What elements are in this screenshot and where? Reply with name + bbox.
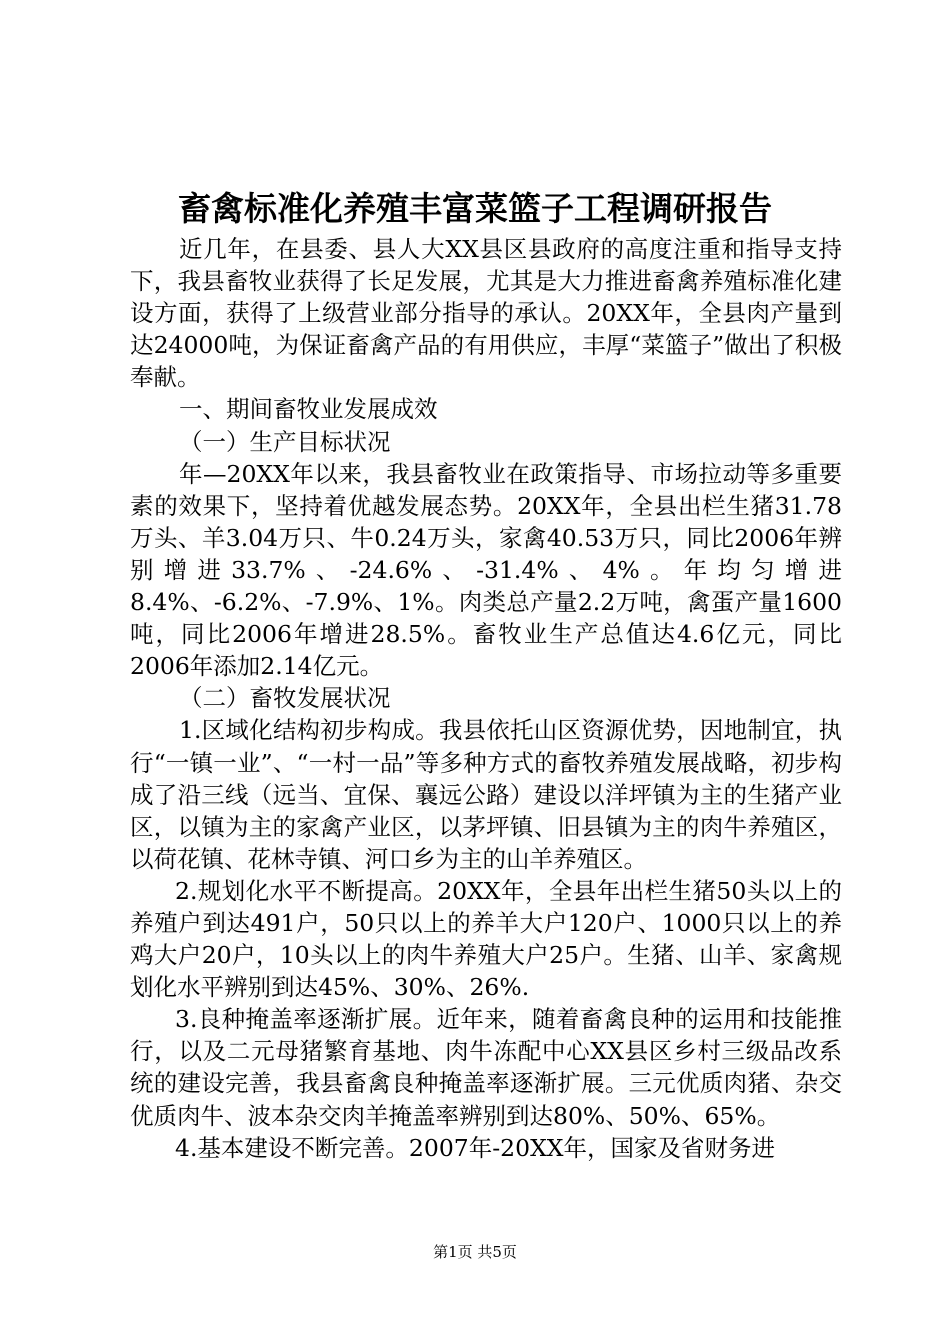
- subsection-heading-1: （一）生产目标状况: [179, 427, 391, 456]
- document-body: [130, 233, 842, 1164]
- paragraph-item-2: 2.规划化水平不断提高。20XX年，全县年出栏生猪50头以上的养殖户到达491户，50只以上的养羊大户120户、1000只以上的养鸡大户20户，10头以上的肉牛养殖大户25户。生猪、山羊、家禽规划化水平辨别到达45%、30%、26%.: [130, 876, 842, 1002]
- paragraph-item-3: 3.良种掩盖率逐渐扩展。近年来，随着畜禽良种的运用和技能推行，以及二元母猪繁育基地、肉牛冻配中心XX县区乡村三级品改系统的建设完善，我县畜禽良种掩盖率逐渐扩展。三元优质肉猪、杂交优质肉牛、波本杂交肉羊掩盖率辨别到达80%、50%、65%。: [130, 1005, 842, 1130]
- section-heading-1: 一、期间畜牧业发展成效: [179, 395, 438, 424]
- paragraph-production: 年—20XX年以来，我县畜牧业在政策指导、市场拉动等多重要素的效果下，坚持着优越发展态势。20XX年，全县出栏生猪31.78万头、羊3.04万只、牛0.24万头，家禽40.53万只，同比2006年辨别增进33.7%、-24.6%、-31.4%、4%。年均匀增进8.4%、-6.2%、-7.9%、1%。肉类总产量2.2万吨，禽蛋产量1600吨，同比2006年增进28.5%。畜牧业生产总值达4.6亿元，同比2006年添加2.14亿元。: [130, 459, 842, 681]
- subsection-heading-2: （二）畜牧发展状况: [179, 684, 391, 713]
- paragraph-item-4: 4.基本建设不断完善。2007年-20XX年，国家及省财务进: [175, 1133, 776, 1162]
- document-title: 畜禽标准化养殖丰富菜篮子工程调研报告: [178, 189, 772, 228]
- paragraph-intro: 近几年，在县委、县人大XX县区县政府的高度注重和指导支持下，我县畜牧业获得了长足发展，尤其是大力推进畜禽养殖标准化建设方面，获得了上级营业部分指导的承认。20XX年，全县肉产量到达24000吨，为保证畜禽产品的有用供应，丰厚“菜篮子”做出了积极奉献。: [130, 235, 842, 392]
- page-footer: 第1页 共5页: [433, 1243, 517, 1261]
- paragraph-item-1: 1.区域化结构初步构成。我县依托山区资源优势，因地制宜，执行“一镇一业”、“一村一品”等多种方式的畜牧养殖发展战略，初步构成了沿三线（远当、宜保、襄远公路）建设以洋坪镇为主的生猪产业区，以镇为主的家禽产业区，以茅坪镇、旧县镇为主的肉牛养殖区，以荷花镇、花林寺镇、河口乡为主的山羊养殖区。: [130, 716, 842, 873]
